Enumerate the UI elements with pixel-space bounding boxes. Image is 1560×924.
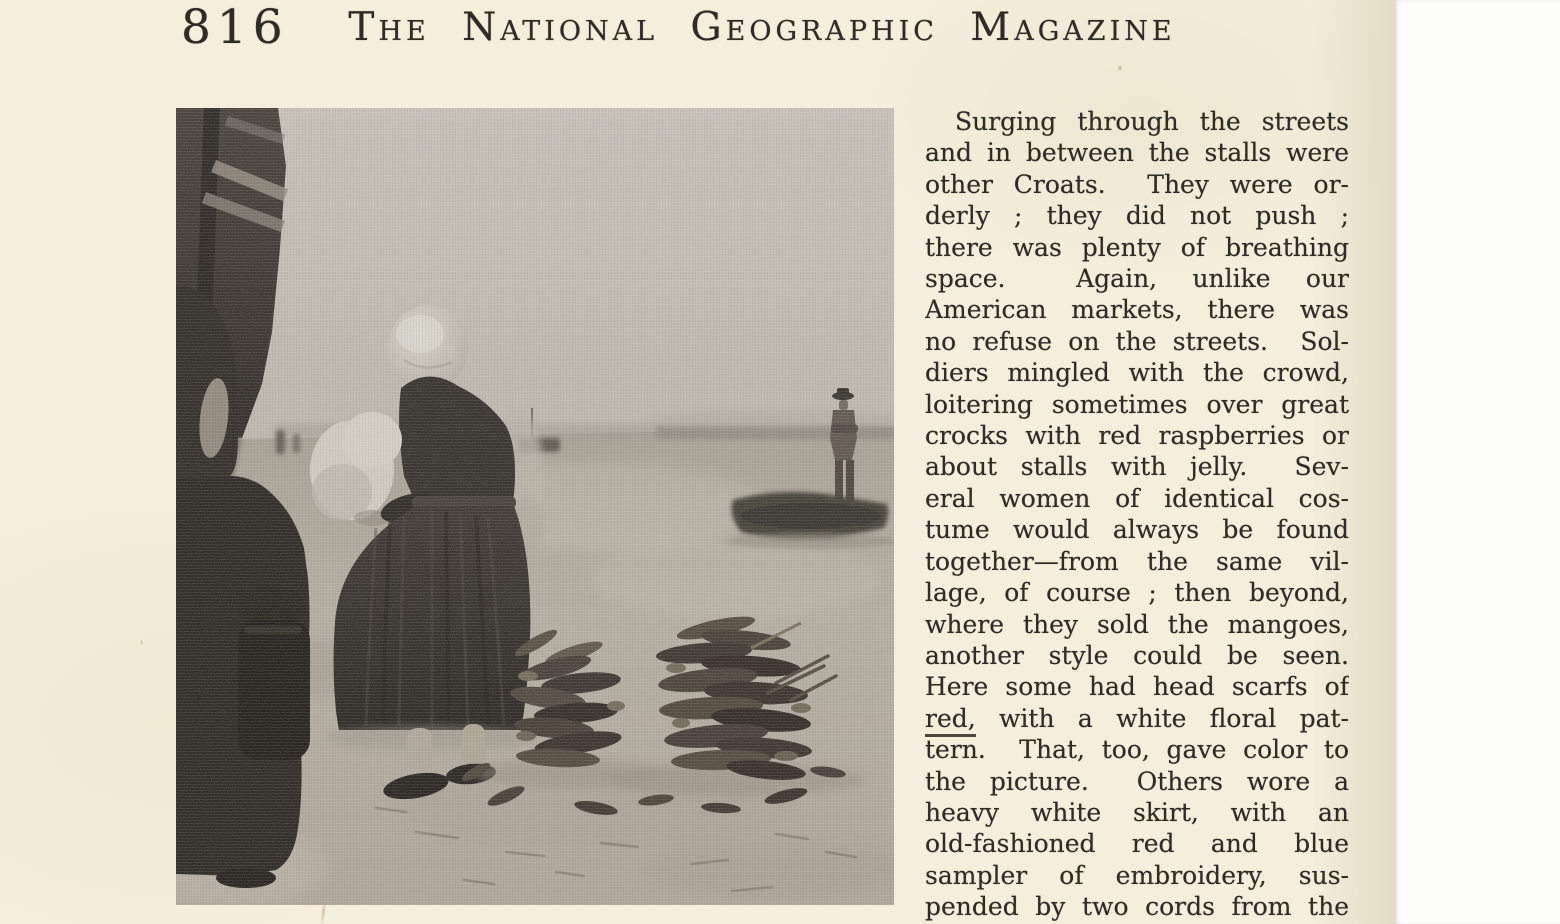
text-line: eral women of identical cos-	[925, 483, 1349, 513]
text-line: old-fashioned red and blue	[925, 829, 1349, 859]
page-number: 816	[181, 0, 289, 55]
text-line: and in between the stalls were	[925, 138, 1349, 168]
halftone-grain	[176, 108, 894, 905]
paper-speck	[140, 640, 143, 645]
text-line: together—from the same vil-	[925, 546, 1349, 576]
text-line: American markets, there was	[925, 295, 1349, 325]
pencil-underline: red,	[925, 704, 976, 737]
text-line: lage, of course ; then beyond,	[925, 578, 1349, 608]
photo-illustration	[176, 108, 894, 905]
text-line: heavy white skirt, with an	[925, 797, 1349, 827]
text-line: diers mingled with the crowd,	[925, 358, 1349, 388]
running-head: The National Geographic Magazine	[348, 5, 1176, 50]
text-line: another style could be seen.	[925, 640, 1349, 670]
text-line: no refuse on the streets. Sol-	[925, 326, 1349, 356]
market-photo	[176, 108, 894, 905]
text-line: Surging through the streets	[955, 107, 1349, 136]
text-line: there was plenty of breathing	[925, 232, 1349, 262]
text-line: other Croats. They were or-	[925, 169, 1349, 199]
text-line: Here some had head scarfs of	[925, 672, 1349, 702]
text-line: sampler of embroidery, sus-	[925, 860, 1349, 890]
text-line: red, with a white floral pat-	[925, 703, 1349, 734]
article-column	[925, 106, 1349, 924]
text-line: space. Again, unlike our	[925, 264, 1349, 294]
paper-speck	[1118, 66, 1122, 70]
text-line: crocks with red raspberries or	[925, 421, 1349, 451]
text-line: where they sold the mangoes,	[925, 609, 1349, 639]
text-line: derly ; they did not push ;	[925, 201, 1349, 231]
text-line: tern. That, too, gave color to	[925, 735, 1349, 765]
text-line: pended by two cords from the	[925, 892, 1349, 922]
scan-page-edge	[1394, 0, 1560, 924]
text-line: tume would always be found	[925, 515, 1349, 545]
text-line: about stalls with jelly. Sev-	[925, 452, 1349, 482]
text-line: loitering sometimes over great	[925, 389, 1349, 419]
text-line: the picture. Others wore a	[925, 766, 1349, 796]
